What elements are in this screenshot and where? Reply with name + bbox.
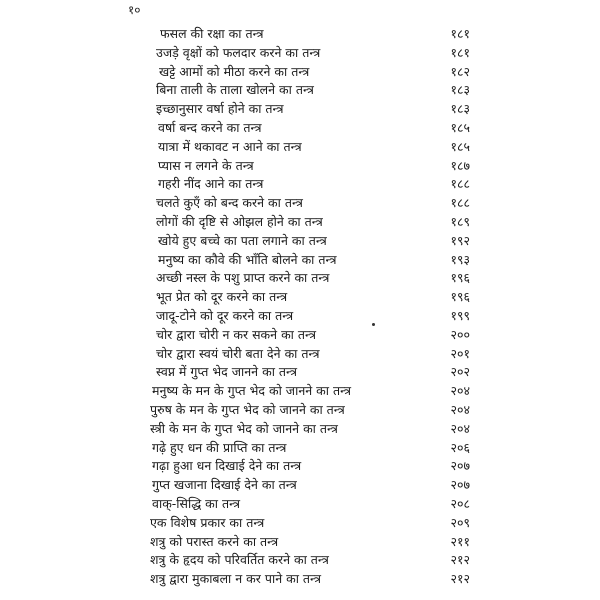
toc-entry-title: चलते कुएँ को बन्द करने का तन्त्र [156,195,303,211]
toc-entry [0,421,600,440]
toc-entry [0,364,600,383]
toc-entry [0,402,600,421]
toc-entry-title: गढ़े हुए धन की प्राप्ति का तन्त्र [152,439,287,455]
toc-entry-title: अच्छी नस्ल के पशु प्राप्त करने का तन्त्र [156,270,330,286]
toc-entry [0,158,600,177]
toc-entry [0,552,600,571]
toc-entry [0,477,600,496]
toc-entry [0,214,600,233]
toc-entry [0,120,600,139]
toc-entry-page-number: १९९ [450,307,470,323]
toc-entry-page-number: २०४ [450,383,470,399]
toc-entry [0,270,600,289]
toc-entry [0,515,600,534]
toc-entry [0,139,600,158]
toc-entry-title: भूत प्रेत को दूर करने का तन्त्र [156,289,288,305]
toc-entry-page-number: २०१ [450,345,470,361]
toc-entry [0,496,600,515]
toc-entry-page-number: २०२ [450,364,470,380]
toc-entry-page-number: १८३ [450,82,470,98]
toc-entry-page-number: १८२ [450,63,470,79]
toc-entry [0,327,600,346]
toc-entry-title: मनुष्य के मन के गुप्त भेद को जानने का तन्त्र [152,383,352,399]
toc-entry [0,101,600,120]
toc-entry-title: जादू-टोने को दूर करने का तन्त्र [156,307,294,323]
toc-entry [0,64,600,83]
toc-entry [0,233,600,252]
toc-entry-title: चोर द्वारा चोरी न कर सकने का तन्त्र [156,326,316,342]
toc-entry-title: चोर द्वारा स्वयं चोरी बता देने का तन्त्र [156,345,320,361]
toc-entry-title: खट्टे आमों को मीठा करने का तन्त्र [159,63,310,79]
print-speck [372,323,375,326]
toc-entry-page-number: २०६ [450,439,470,455]
toc-entry-title: शत्रु द्वारा मुकाबला न कर पाने का तन्त्र [150,571,322,587]
toc-entry [0,308,600,327]
toc-entry-title: वाक्-सिद्धि का तन्त्र [152,495,241,511]
toc-entry-title: लोगों की दृष्टि से ओझल होने का तन्त्र [156,213,323,229]
toc-entry-page-number: १८५ [450,119,470,135]
toc-entry [0,26,600,45]
toc-entry-page-number: २०४ [450,401,470,417]
toc-entry-page-number: १९६ [450,289,470,305]
toc-entry-page-number: १८५ [450,138,470,154]
toc-entry-title: गुप्त खजाना दिखाई देने का तन्त्र [152,477,297,493]
toc-entry-title: मनुष्य का कौवे की भाँति बोलने का तन्त्र [158,251,337,267]
toc-entry-page-number: १८७ [450,157,470,173]
toc-entry-title: गहरी नींद आने का तन्त्र [158,176,264,192]
toc-entry-title: प्यास न लगने के तन्त्र [158,157,254,173]
toc-entry-page-number: १८८ [450,176,470,192]
toc-entry [0,289,600,308]
toc-entry-page-number: २०४ [450,420,470,436]
toc-entry-page-number: २०९ [450,514,470,530]
toc-entry-title: शत्रु के हृदय को परिवर्तित करने का तन्त्र [150,552,329,568]
toc-entry-title: फसल की रक्षा का तन्त्र [160,26,264,41]
toc-entry-title: गढ़ा हुआ धन दिखाई देने का तन्त्र [152,458,302,474]
toc-entry [0,195,600,214]
page-number: १० [128,3,141,17]
toc-entry-page-number: १९६ [450,270,470,286]
toc-entry [0,458,600,477]
toc-entry-page-number: १८३ [450,101,470,117]
toc-entry-page-number: १८८ [450,195,470,211]
toc-entry-page-number: १८१ [450,26,470,41]
toc-entry [0,45,600,64]
toc-entry-page-number: २०७ [450,477,470,493]
toc-entry-page-number: २११ [450,533,470,549]
toc-entry-page-number: १८९ [450,213,470,229]
toc-entry [0,82,600,101]
toc-entry-title: बिना ताली के ताला खोलने का तन्त्र [156,82,314,98]
toc-entry-page-number: २०८ [450,495,470,511]
toc-entry-title: शत्रु को परास्त करने का तन्त्र [150,533,279,549]
toc-entry [0,534,600,553]
table-of-contents [0,26,600,590]
toc-entry-page-number: २१२ [450,552,470,568]
toc-entry-page-number: १९२ [450,232,470,248]
toc-entry [0,571,600,590]
toc-entry-title: स्त्री के मन के गुप्त भेद को जानने का तन्त्र [150,420,338,436]
toc-entry-title: एक विशेष प्रकार का तन्त्र [150,514,265,530]
toc-entry-title: स्वप्न में गुप्त भेद जानने का तन्त्र [156,364,297,380]
toc-entry-page-number: २०० [450,326,470,342]
toc-entry [0,440,600,459]
toc-entry-title: खोये हुए बच्चे का पता लगाने का तन्त्र [158,232,327,248]
toc-entry [0,176,600,195]
toc-entry-title: इच्छानुसार वर्षा होने का तन्त्र [156,101,284,117]
toc-entry-page-number: १९३ [450,251,470,267]
toc-entry [0,383,600,402]
toc-entry-title: पुरुष के मन के गुप्त भेद को जानने का तन्त्र [150,401,345,417]
toc-entry-page-number: २१२ [450,571,470,587]
toc-entry-page-number: २०७ [450,458,470,474]
toc-entry-title: यात्रा में थकावट न आने का तन्त्र [158,138,302,154]
toc-entry [0,346,600,365]
toc-entry-title: उजड़े वृक्षों को फलदार करने का तन्त्र [156,44,321,60]
toc-entry-title: वर्षा बन्द करने का तन्त्र [158,119,262,135]
toc-entry [0,252,600,271]
toc-entry-page-number: १८१ [450,44,470,60]
